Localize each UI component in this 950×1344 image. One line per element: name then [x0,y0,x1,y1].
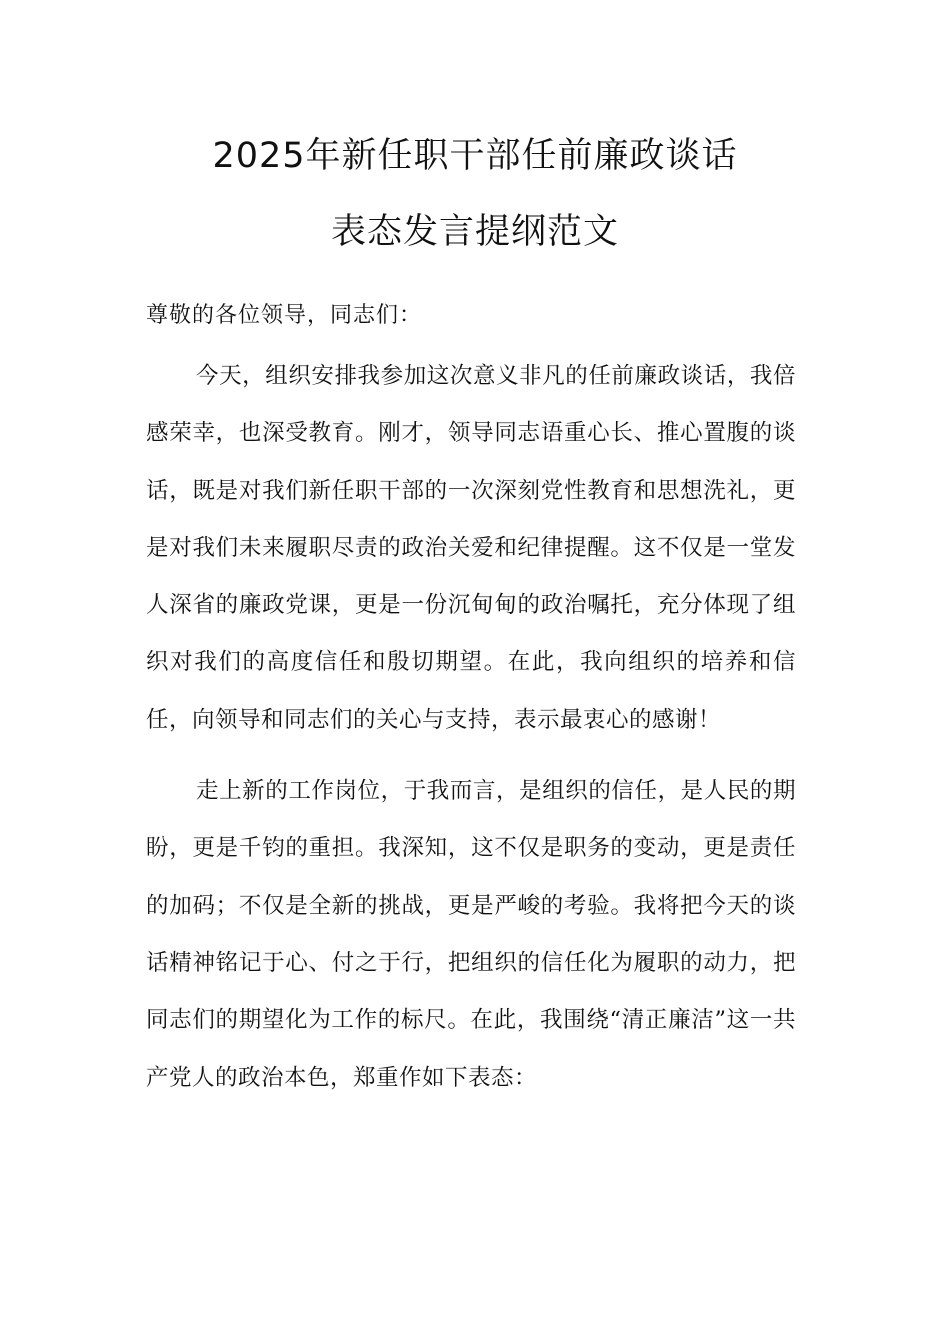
document-title-line-1: 2025年新任职干部任前廉政谈话 [212,136,738,176]
document-body [146,287,796,1107]
paragraph: 今天，组织安排我参加这次意义非凡的任前廉政谈话，我倍感荣幸，也深受教育。刚才，领导同志语重心长、推心置腹的谈话，既是对我们新任职干部的一次深刻党性教育和思想洗礼，更是对我们未来履职尽责的政治关爱和纪律提醒。这不仅是一堂发人深省的廉政党课，更是一份沉甸甸的政治嘱托，充分体现了组织对我们的高度信任和殷切期望。在此，我向组织的培养和信任，向领导和同志们的关心与支持，表示最衷心的感谢！ [146,363,796,733]
salutation: 尊敬的各位领导，同志们： [146,303,423,328]
document-title-line-2: 表态发言提纲范文 [330,212,619,252]
paragraph: 走上新的工作岗位，于我而言，是组织的信任，是人民的期盼，更是千钧的重担。我深知，这不仅是职务的变动，更是责任的加码；不仅是全新的挑战，更是严峻的考验。我将把今天的谈话精神铭记于心、付之于行，把组织的信任化为履职的动力，把同志们的期望化为工作的标尺。在此，我围绕“清正廉洁”这一共产党人的政治本色，郑重作如下表态： [146,778,796,1091]
